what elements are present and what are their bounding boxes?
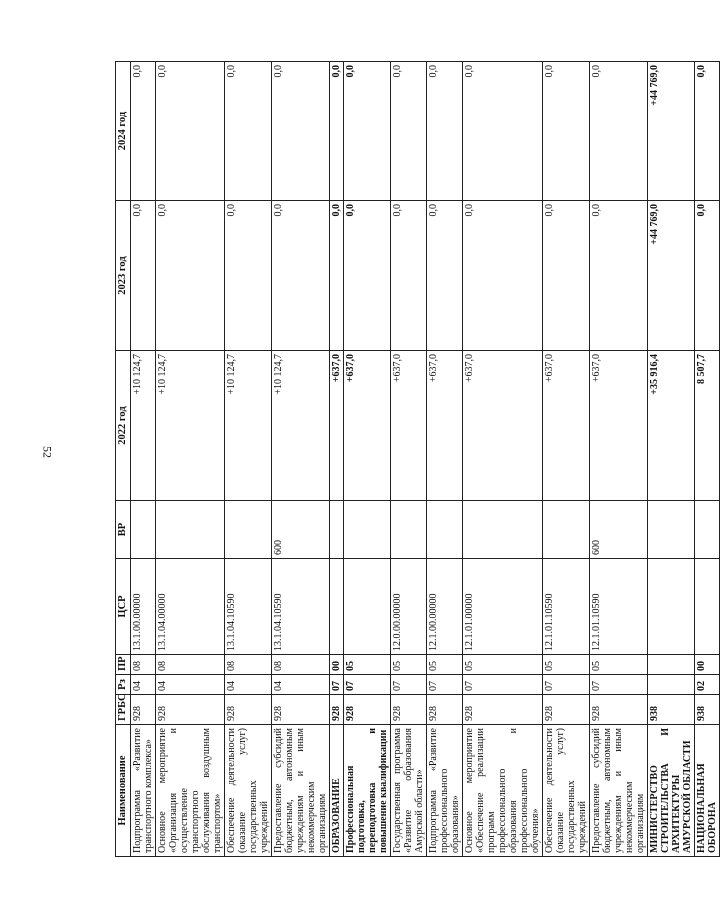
cell-vr xyxy=(542,501,589,559)
cell-2024: 0,0 xyxy=(426,62,462,201)
cell-2023: 0,0 xyxy=(694,201,719,351)
table-row xyxy=(329,62,343,857)
cell-pr: 05 xyxy=(462,655,542,675)
cell-2024: 0,0 xyxy=(130,62,155,201)
cell-vr xyxy=(343,501,390,559)
cell-pr: 05 xyxy=(542,655,589,675)
cell-pr: 00 xyxy=(329,655,343,675)
cell-grbs: 938 xyxy=(647,695,694,725)
cell-csr xyxy=(647,559,694,655)
cell-2024: +44 769,0 xyxy=(647,62,694,201)
cell-vr xyxy=(426,501,462,559)
cell-2022: +10 124,7 xyxy=(224,351,271,501)
cell-2022: 8 507,7 xyxy=(694,351,719,501)
cell-rz xyxy=(647,675,694,695)
cell-grbs: 928 xyxy=(271,695,329,725)
table-row xyxy=(224,62,271,857)
cell-name: Профессиональная подготовка, переподготовка и повышение квалификации xyxy=(343,725,390,857)
cell-vr: 600 xyxy=(271,501,329,559)
table-row xyxy=(426,62,462,857)
cell-name: Обеспечение деятельности (оказание услуг) государственных учреждений xyxy=(542,725,589,857)
cell-2023: 0,0 xyxy=(329,201,343,351)
header-grbs: ГРБС xyxy=(116,695,131,725)
cell-vr xyxy=(694,501,719,559)
cell-2023: 0,0 xyxy=(155,201,224,351)
cell-csr: 12.0.00.00000 xyxy=(390,559,426,655)
cell-grbs: 928 xyxy=(462,695,542,725)
header-rz: Рз xyxy=(116,675,131,695)
cell-grbs: 928 xyxy=(155,695,224,725)
cell-name: Предоставление субсидий бюджетным, автономным учреждениям и иным некоммерческим организациям xyxy=(589,725,647,857)
table-row xyxy=(462,62,542,857)
header-2022: 2022 год xyxy=(116,351,131,501)
page-number: 52 xyxy=(40,446,55,458)
cell-2024: 0,0 xyxy=(390,62,426,201)
cell-2024: 0,0 xyxy=(329,62,343,201)
cell-vr xyxy=(462,501,542,559)
cell-grbs: 928 xyxy=(224,695,271,725)
cell-2023: 0,0 xyxy=(426,201,462,351)
cell-csr: 12.1.01.00000 xyxy=(462,559,542,655)
cell-2024: 0,0 xyxy=(694,62,719,201)
cell-2023: +44 769,0 xyxy=(647,201,694,351)
cell-rz: 07 xyxy=(329,675,343,695)
cell-rz: 04 xyxy=(224,675,271,695)
cell-pr: 08 xyxy=(155,655,224,675)
cell-name: Государственная программа «Развитие образования Амурской области» xyxy=(390,725,426,857)
cell-pr: 05 xyxy=(589,655,647,675)
cell-2023: 0,0 xyxy=(224,201,271,351)
header-2023: 2023 год xyxy=(116,201,131,351)
cell-csr: 13.1.04.10590 xyxy=(224,559,271,655)
cell-rz: 07 xyxy=(390,675,426,695)
budget-table xyxy=(115,61,720,857)
cell-2023: 0,0 xyxy=(271,201,329,351)
cell-2022: +35 916,4 xyxy=(647,351,694,501)
table-row xyxy=(130,62,155,857)
cell-2023: 0,0 xyxy=(390,201,426,351)
cell-2022: +10 124,7 xyxy=(155,351,224,501)
cell-grbs: 928 xyxy=(426,695,462,725)
cell-pr xyxy=(647,655,694,675)
cell-2022: +637,0 xyxy=(426,351,462,501)
cell-rz: 07 xyxy=(426,675,462,695)
table-row xyxy=(647,62,694,857)
cell-grbs: 928 xyxy=(343,695,390,725)
rotated-page-content xyxy=(115,62,718,857)
cell-rz: 07 xyxy=(462,675,542,695)
cell-2024: 0,0 xyxy=(224,62,271,201)
cell-rz: 04 xyxy=(271,675,329,695)
cell-csr: 12.1.01.10590 xyxy=(589,559,647,655)
header-vr: ВР xyxy=(116,501,131,559)
cell-pr: 08 xyxy=(130,655,155,675)
cell-rz: 07 xyxy=(589,675,647,695)
header-2024: 2024 год xyxy=(116,62,131,201)
cell-vr xyxy=(130,501,155,559)
cell-grbs: 928 xyxy=(329,695,343,725)
cell-2022: +10 124,7 xyxy=(271,351,329,501)
table-body xyxy=(130,62,719,857)
cell-2024: 0,0 xyxy=(343,62,390,201)
cell-csr xyxy=(329,559,343,655)
cell-pr: 05 xyxy=(390,655,426,675)
cell-2022: +10 124,7 xyxy=(130,351,155,501)
header-name: Наименование xyxy=(116,725,131,857)
cell-2023: 0,0 xyxy=(462,201,542,351)
cell-name: Основное мероприятие «Обеспечение реализации программ профессионального образования и профессионального обучения» xyxy=(462,725,542,857)
cell-csr xyxy=(343,559,390,655)
cell-vr xyxy=(390,501,426,559)
cell-name: НАЦИОНАЛЬНАЯ ОБОРОНА xyxy=(694,725,719,857)
cell-pr: 05 xyxy=(426,655,462,675)
cell-rz: 02 xyxy=(694,675,719,695)
cell-grbs: 928 xyxy=(390,695,426,725)
cell-pr: 00 xyxy=(694,655,719,675)
cell-name: Предоставление субсидий бюджетным, автономным учреждениям и иным некоммерческим организациям xyxy=(271,725,329,857)
cell-2024: 0,0 xyxy=(271,62,329,201)
cell-rz: 07 xyxy=(343,675,390,695)
cell-grbs: 928 xyxy=(130,695,155,725)
table-row xyxy=(694,62,719,857)
header-csr: ЦСР xyxy=(116,559,131,655)
cell-2022: +637,0 xyxy=(390,351,426,501)
table-row xyxy=(542,62,589,857)
cell-name: Подпрограмма «Развитие профессионального образования» xyxy=(426,725,462,857)
cell-name: Основное мероприятие «Организация и осуществление транспортного обслуживания воздушным транспортом» xyxy=(155,725,224,857)
cell-csr: 13.1.04.00000 xyxy=(155,559,224,655)
cell-rz: 04 xyxy=(130,675,155,695)
cell-csr: 13.1.00.00000 xyxy=(130,559,155,655)
cell-2022: +637,0 xyxy=(329,351,343,501)
cell-2022: +637,0 xyxy=(462,351,542,501)
cell-2024: 0,0 xyxy=(462,62,542,201)
cell-2024: 0,0 xyxy=(589,62,647,201)
cell-csr xyxy=(694,559,719,655)
cell-csr: 12.1.01.10590 xyxy=(542,559,589,655)
cell-2023: 0,0 xyxy=(589,201,647,351)
table-row xyxy=(589,62,647,857)
cell-2023: 0,0 xyxy=(343,201,390,351)
cell-2024: 0,0 xyxy=(155,62,224,201)
cell-vr xyxy=(647,501,694,559)
cell-grbs: 938 xyxy=(694,695,719,725)
cell-grbs: 928 xyxy=(589,695,647,725)
cell-pr: 05 xyxy=(343,655,390,675)
cell-2023: 0,0 xyxy=(542,201,589,351)
table-row xyxy=(390,62,426,857)
cell-vr: 600 xyxy=(589,501,647,559)
table-header-row xyxy=(116,62,131,857)
cell-2023: 0,0 xyxy=(130,201,155,351)
cell-rz: 04 xyxy=(155,675,224,695)
cell-name: МИНИСТЕРСТВО СТРОИТЕЛЬСТВА И АРХИТЕКТУРЫ АМУРСКОЙ ОБЛАСТИ xyxy=(647,725,694,857)
table-row xyxy=(343,62,390,857)
cell-csr: 12.1.00.00000 xyxy=(426,559,462,655)
cell-vr xyxy=(155,501,224,559)
table-row xyxy=(155,62,224,857)
cell-name: Обеспечение деятельности (оказание услуг) государственных учреждений xyxy=(224,725,271,857)
cell-2022: +637,0 xyxy=(589,351,647,501)
cell-2024: 0,0 xyxy=(542,62,589,201)
cell-grbs: 928 xyxy=(542,695,589,725)
header-pr: ПР xyxy=(116,655,131,675)
table-row xyxy=(271,62,329,857)
cell-pr: 08 xyxy=(224,655,271,675)
cell-vr xyxy=(329,501,343,559)
cell-2022: +637,0 xyxy=(542,351,589,501)
cell-vr xyxy=(224,501,271,559)
cell-pr: 08 xyxy=(271,655,329,675)
cell-csr: 13.1.04.10590 xyxy=(271,559,329,655)
cell-name: Подпрограмма «Развитие транспортного комплекса» xyxy=(130,725,155,857)
cell-2022: +637,0 xyxy=(343,351,390,501)
cell-name: ОБРАЗОВАНИЕ xyxy=(329,725,343,857)
cell-rz: 07 xyxy=(542,675,589,695)
